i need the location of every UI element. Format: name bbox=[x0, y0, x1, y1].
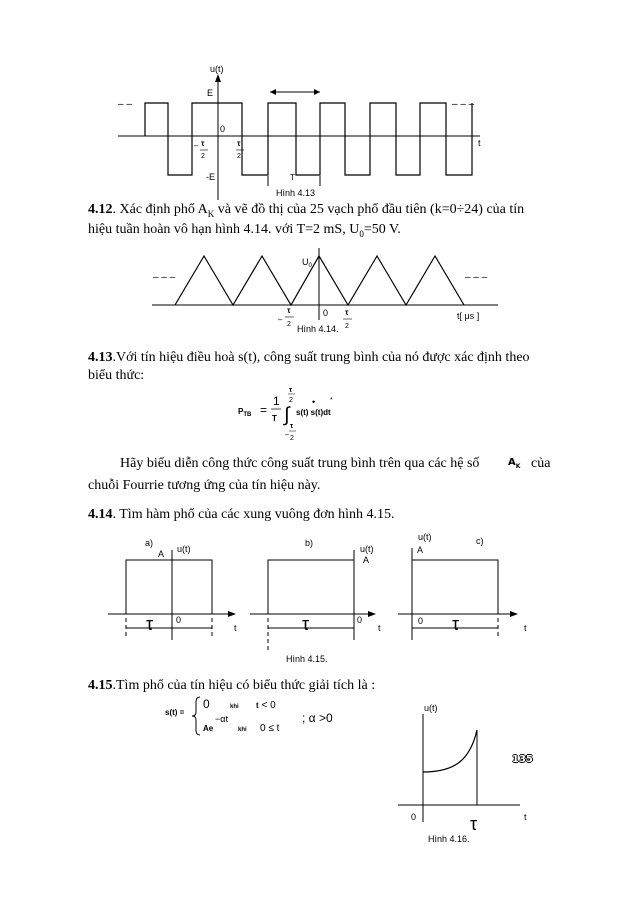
p412-l2b: =50 V. bbox=[363, 222, 401, 237]
fig415b-label: b) bbox=[305, 538, 314, 548]
fig415a-zero: 0 bbox=[176, 615, 182, 625]
fig416-tau: τ bbox=[470, 814, 478, 834]
formula-T: T bbox=[272, 414, 277, 423]
p413-l2: biểu thức: bbox=[88, 368, 145, 383]
fig415a-tau: τ bbox=[146, 614, 154, 634]
fig414-caption: Hình 4.14. bbox=[297, 324, 339, 334]
fig413-minus: – bbox=[194, 141, 199, 150]
p415-text: .Tìm phổ của tín hiệu có biểu thức giải tích là : bbox=[112, 678, 376, 693]
fig414-u0: $U_0$ bbox=[302, 257, 312, 269]
fig414-dashes-left: – – – bbox=[153, 272, 176, 283]
fig415b-A: A bbox=[363, 555, 370, 565]
fig413-two-pos: 2 bbox=[237, 153, 241, 160]
p413-t1-end: của bbox=[531, 456, 551, 471]
p413-t2: chuỗi Fourrie tương ứng của tín hiệu này. bbox=[88, 478, 321, 493]
problem-4-13-number: 4.13 bbox=[88, 350, 113, 365]
formula-lower-tau: τ bbox=[290, 423, 294, 430]
fig415a-label: a) bbox=[145, 538, 154, 548]
fig416-zero: 0 bbox=[411, 812, 417, 822]
fig415c-tau: τ bbox=[452, 614, 460, 634]
p412-l2-sub: 0 bbox=[359, 228, 364, 239]
fig415b-ut: u(t) bbox=[360, 544, 374, 554]
p412-l2a: hiệu tuần hoàn vô hạn hình 4.14. với T=2 mS, U bbox=[88, 222, 360, 237]
formula-p: $P_{TB}$ bbox=[238, 407, 252, 418]
fig415-caption: Hình 4.15. bbox=[286, 654, 328, 664]
fig415b-t: t bbox=[378, 623, 381, 633]
case2-exp: −αt bbox=[215, 714, 228, 724]
fig413-zero: 0 bbox=[220, 124, 226, 134]
p412-l1b: và vẽ đồ thị của 25 vạch phổ đầu tiên (k=0÷24) của tín bbox=[214, 202, 525, 217]
alpha-cond: ; α >0 bbox=[302, 711, 333, 725]
case2-cond: 0 ≤ t bbox=[260, 723, 280, 734]
formula-s-lhs: s(t) = bbox=[165, 708, 185, 717]
case2-val: Ae bbox=[203, 724, 214, 733]
page-number: 135 bbox=[512, 754, 533, 765]
formula-upper-tau: τ bbox=[289, 387, 293, 394]
fig413-neg-e: -E bbox=[206, 172, 215, 182]
fig414-t-unit: t[ μs ] bbox=[457, 311, 480, 321]
case1-kw: khi bbox=[230, 704, 239, 710]
problem-4-12-number: 4.12 bbox=[88, 202, 113, 217]
fig414-tau-pos: τ bbox=[345, 308, 349, 317]
case2-kw: khi bbox=[238, 727, 247, 733]
fig415b-zero: 0 bbox=[357, 615, 363, 625]
formula-lower-two: 2 bbox=[290, 435, 294, 442]
fig416-caption: Hình 4.16. bbox=[428, 834, 470, 844]
fig416-exp-curve bbox=[423, 730, 477, 772]
fig414-zero: 0 bbox=[323, 308, 329, 318]
p412-l1-sub: K bbox=[207, 208, 215, 219]
fig415b-tau: τ bbox=[302, 614, 310, 634]
p414-text: . Tìm hàm phổ của các xung vuông đơn hình 4.15. bbox=[112, 507, 395, 522]
formula-lower-minus: – bbox=[285, 431, 289, 438]
fig413-dashes-left: – – bbox=[118, 99, 132, 110]
fig415c-label: c) bbox=[476, 536, 484, 546]
fig414-dashes-right: – – – bbox=[465, 272, 488, 283]
formula-dot-1: • bbox=[312, 397, 316, 407]
p413-t1: Hãy biểu diễn công thức công suất trung bình trên qua các hệ số bbox=[120, 456, 480, 471]
fig413-tau-pos: τ bbox=[237, 139, 241, 148]
fig415c-ut: u(t) bbox=[418, 532, 432, 542]
fig415c-zero: 0 bbox=[418, 616, 424, 626]
formula-eq: = bbox=[260, 403, 268, 417]
fig416-t: t bbox=[524, 812, 527, 822]
fig415c-t: t bbox=[524, 623, 527, 633]
fig415a-t: t bbox=[234, 623, 237, 633]
fig414-tau-neg: τ bbox=[287, 306, 291, 315]
fig413-caption: Hình 4.13 bbox=[276, 188, 316, 198]
fig413-e-label: E bbox=[207, 88, 214, 98]
problem-4-15-number: 4.15 bbox=[88, 678, 113, 693]
fig413-ylabel: u(t) bbox=[210, 64, 224, 74]
fig414-two-neg: 2 bbox=[287, 321, 291, 328]
formula-upper-two: 2 bbox=[289, 397, 293, 404]
fig413-dashes-right: – – – bbox=[452, 99, 475, 110]
fig416-ut: u(t) bbox=[424, 703, 438, 713]
problem-4-14-number: 4.14 bbox=[88, 507, 113, 522]
case1-cond: t < 0 bbox=[256, 700, 276, 711]
fig415c-A: A bbox=[417, 545, 424, 555]
formula-integrand: s(t) s(t)dt bbox=[296, 408, 331, 417]
p413-l1: .Với tín hiệu điều hoà s(t), công suất trung bình của nó được xác định theo bbox=[112, 350, 530, 365]
fig415a-A: A bbox=[158, 549, 165, 559]
coef-a: $A_K$ bbox=[508, 457, 521, 470]
formula-dot-2: * bbox=[330, 397, 333, 404]
fig413-tau-neg: τ bbox=[201, 139, 205, 148]
integral-sign: ∫ bbox=[284, 404, 290, 426]
case1-val: 0 bbox=[203, 697, 210, 711]
fig415a-ut: u(t) bbox=[177, 544, 191, 554]
fig414-two-pos: 2 bbox=[345, 323, 349, 330]
fig413-two-neg: 2 bbox=[201, 153, 205, 160]
p412-l1a: . Xác định phổ A bbox=[112, 202, 208, 217]
fig413-T-label: T bbox=[290, 173, 295, 182]
formula-one: 1 bbox=[273, 394, 280, 408]
fig414-minus: – bbox=[278, 315, 283, 324]
fig413-t-label: t bbox=[478, 138, 481, 148]
